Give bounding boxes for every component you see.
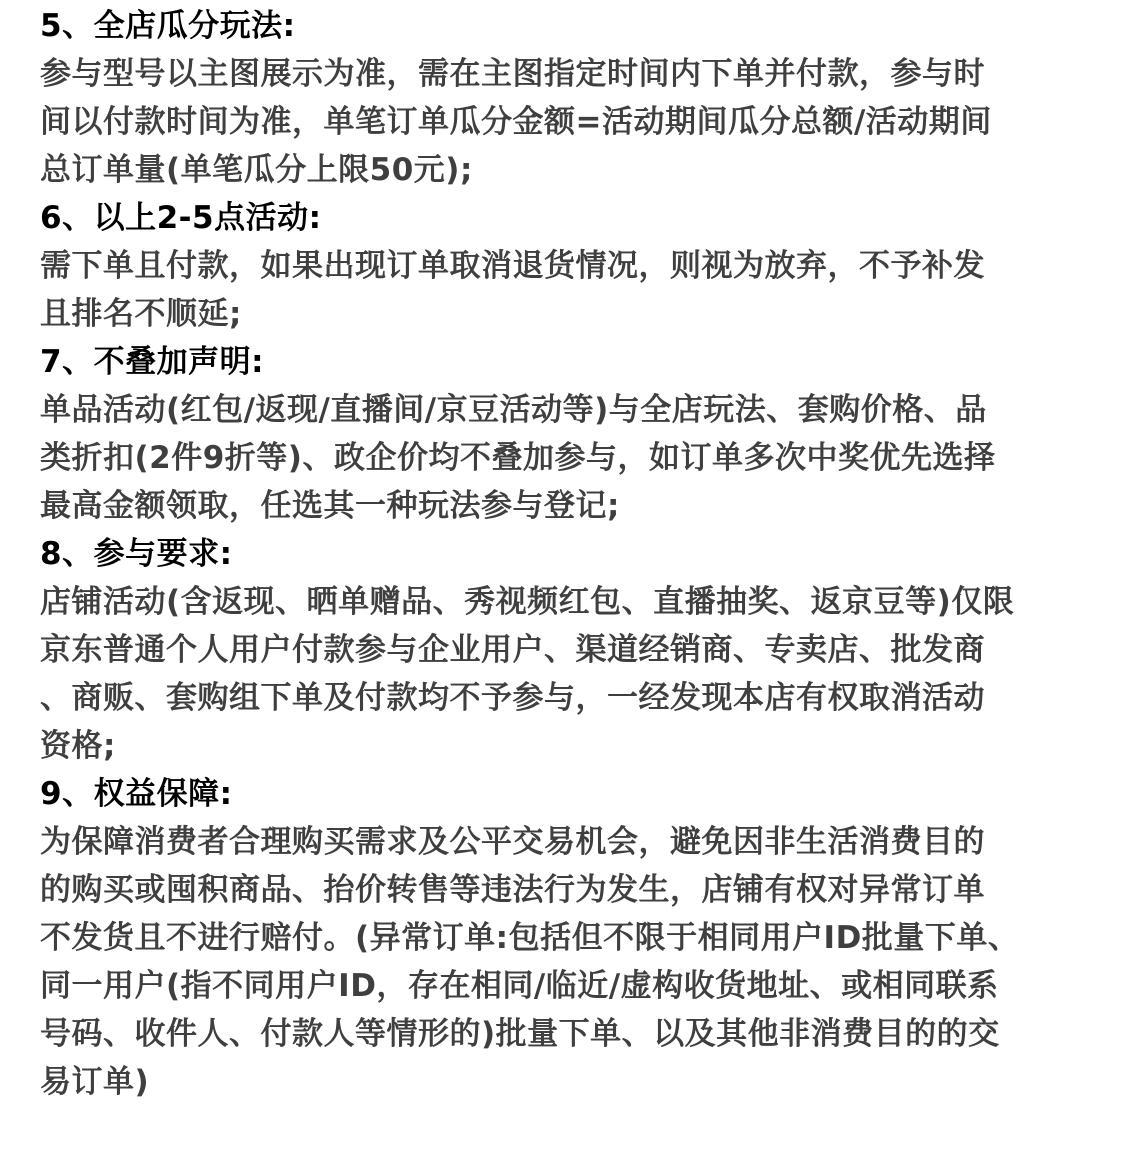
section-line: 为保障消费者合理购买需求及公平交易机会，避免因非生活消费目的 [40, 824, 985, 860]
section-line: 同一用户(指不同用户ID，存在相同/临近/虚构收货地址、或相同联系 [40, 968, 999, 1004]
section-line: 、商贩、套购组下单及付款均不予参与，一经发现本店有权取消活动 [40, 680, 985, 716]
section-heading: 5、全店瓜分玩法: [40, 8, 296, 44]
section-line: 店铺活动(含返现、晒单赠品、秀视频红包、直播抽奖、返京豆等)仅限 [40, 584, 1015, 620]
section-9 [40, 770, 1125, 1106]
section-line: 易订单) [40, 1064, 150, 1100]
section-line: 不发货且不进行赔付。(异常订单:包括但不限于相同用户ID批量下单、 [40, 920, 1020, 956]
section-line: 单品活动(红包/返现/直播间/京豆活动等)与全店玩法、套购价格、品 [40, 392, 987, 428]
section-line: 京东普通个人用户付款参与企业用户、渠道经销商、专卖店、批发商 [40, 632, 985, 668]
section-line: 最高金额领取，任选其一种玩法参与登记; [40, 488, 620, 524]
section-line: 需下单且付款，如果出现订单取消退货情况，则视为放弃，不予补发 [40, 248, 985, 284]
section-heading: 7、不叠加声明: [40, 344, 264, 380]
section-5 [40, 2, 1125, 194]
section-6 [40, 194, 1125, 338]
section-line: 参与型号以主图展示为准，需在主图指定时间内下单并付款，参与时 [40, 56, 985, 92]
section-7 [40, 338, 1125, 530]
section-8 [40, 530, 1125, 770]
section-line: 总订单量(单笔瓜分上限50元); [40, 152, 473, 188]
section-heading: 6、以上2-5点活动: [40, 200, 322, 236]
section-line: 类折扣(2件9折等)、政企价均不叠加参与，如订单多次中奖优先选择 [40, 440, 996, 476]
section-line: 资格; [40, 728, 116, 764]
section-line: 且排名不顺延; [40, 296, 242, 332]
section-line: 间以付款时间为准，单笔订单瓜分金额=活动期间瓜分总额/活动期间 [40, 104, 992, 140]
section-line: 号码、收件人、付款人等情形的)批量下单、以及其他非消费目的的交 [40, 1016, 1000, 1052]
section-heading: 9、权益保障: [40, 776, 233, 812]
section-heading: 8、参与要求: [40, 536, 233, 572]
section-line: 的购买或囤积商品、抬价转售等违法行为发生，店铺有权对异常订单 [40, 872, 985, 908]
